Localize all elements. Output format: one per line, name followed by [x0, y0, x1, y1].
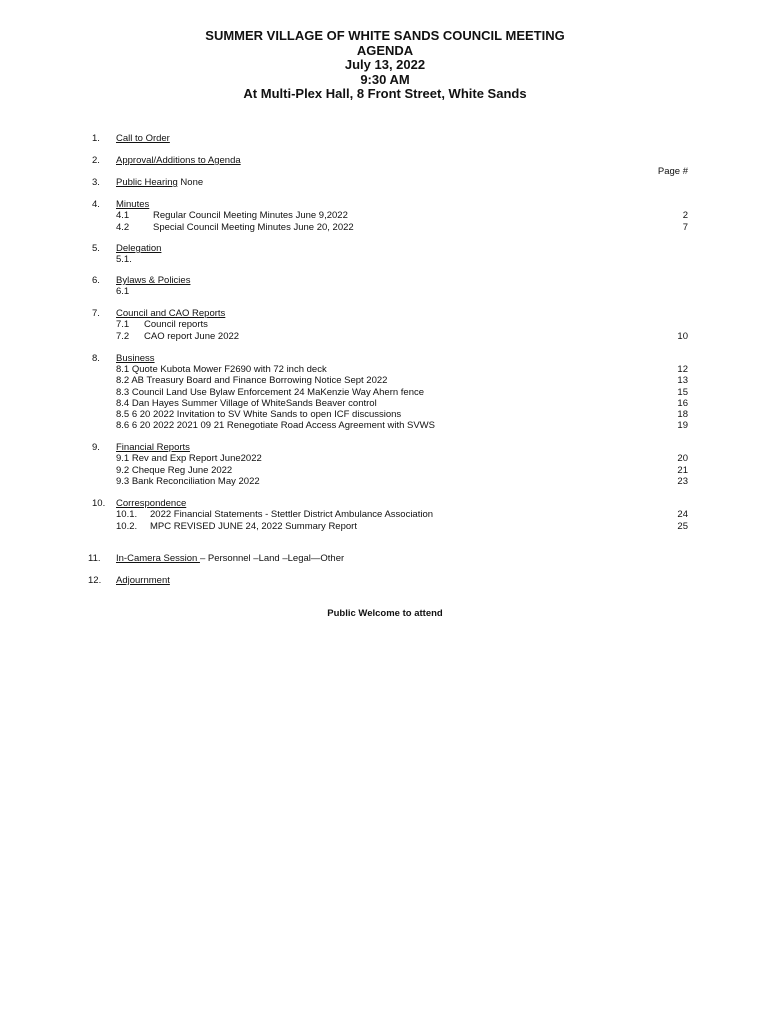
page-number: 16	[677, 398, 688, 409]
item-number: 3.	[92, 177, 100, 188]
subitem-number: 10.2.	[116, 521, 138, 532]
page-number: 15	[677, 386, 688, 398]
page-number: 12	[677, 364, 688, 375]
item-title: In-Camera Session	[116, 553, 200, 564]
item-council-cao-reports: Council and CAO Reports	[116, 308, 226, 319]
item-number: 7.	[92, 308, 100, 319]
meeting-location: At Multi-Plex Hall, 8 Front Street, White Sands	[243, 86, 527, 101]
subitem-text: 8.5 6 20 2022 Invitation to SV White Sands to open ICF discussions	[116, 409, 402, 420]
page-number: 21	[677, 464, 688, 476]
item-minutes: Minutes	[116, 199, 150, 210]
footer-note: Public Welcome to attend	[327, 608, 443, 619]
item-number: 8.	[92, 353, 100, 364]
item-public-hearing	[116, 177, 203, 188]
item-bylaws-policies: Bylaws & Policies	[116, 275, 191, 286]
item-approval-agenda: Approval/Additions to Agenda	[116, 155, 241, 166]
subitem-text: Council reports	[144, 319, 208, 330]
page-number: 2	[682, 210, 688, 221]
subitem-number: 7.1	[116, 319, 130, 330]
subitem-text: MPC REVISED JUNE 24, 2022 Summary Report	[150, 521, 357, 532]
subitem-text: 9.3 Bank Reconciliation May 2022	[116, 476, 260, 487]
item-call-to-order: Call to Order	[116, 133, 170, 144]
page-number: 20	[677, 453, 688, 464]
subitem-text: 8.2 AB Treasury Board and Finance Borrowing Notice Sept 2022	[116, 375, 388, 386]
item-title: Public Hearing	[116, 177, 178, 188]
subitem-text: 8.6 6 20 2022 2021 09 21 Renegotiate Road Access Agreement with SVWS	[116, 420, 435, 431]
page-number: 13	[677, 375, 688, 386]
item-number: 11.	[88, 553, 101, 564]
meeting-date: July 13, 2022	[344, 57, 426, 72]
subitem-text: 9.2 Cheque Reg June 2022	[116, 464, 233, 476]
page-number: 18	[677, 409, 688, 420]
agenda-heading: AGENDA	[356, 42, 414, 58]
subitem-text: Special Council Meeting Minutes June 20, 2022	[153, 222, 354, 233]
subitem-text: 9.1 Rev and Exp Report June2022	[116, 453, 262, 464]
item-number: 5.	[92, 243, 100, 254]
page-number: 24	[677, 509, 688, 520]
subitem-text: 8.1 Quote Kubota Mower F2690 with 72 inch deck	[116, 364, 327, 375]
item-business: Business	[116, 353, 155, 364]
item-financial-reports: Financial Reports	[116, 442, 190, 453]
item-correspondence: Correspondence	[116, 498, 187, 509]
item-delegation: Delegation	[116, 243, 162, 254]
page-number: 25	[677, 521, 688, 532]
subitem-number: 4.2	[116, 222, 130, 233]
meeting-time: 9:30 AM	[360, 71, 410, 87]
subitem-number: 10.1.	[116, 509, 138, 520]
item-number: 4.	[92, 199, 100, 210]
subitem-text: 8.4 Dan Hayes Summer Village of WhiteSands Beaver control	[116, 398, 377, 409]
subitem-text: 8.3 Council Land Use Bylaw Enforcement 24 MaKenzie Way Ahern fence	[116, 386, 425, 398]
subitem-text: 5.1.	[116, 254, 132, 265]
page-number: 7	[682, 222, 688, 233]
subitem-text: Regular Council Meeting Minutes June 9,2022	[153, 210, 348, 221]
page-number: 10	[677, 331, 688, 342]
item-suffix: – Personnel –Land –Legal—Other	[199, 553, 345, 564]
subitem-text: 2022 Financial Statements - Stettler District Ambulance Association	[150, 509, 434, 520]
item-number: 2.	[92, 155, 100, 166]
item-suffix: None	[177, 177, 204, 188]
item-number: 9.	[92, 442, 100, 453]
item-number: 10.	[92, 498, 106, 509]
item-number: 12.	[88, 575, 102, 586]
meeting-title: SUMMER VILLAGE OF WHITE SANDS COUNCIL MEETING	[205, 28, 565, 43]
page-number-header: Page #	[657, 166, 688, 177]
subitem-text: CAO report June 2022	[144, 331, 240, 342]
subitem-number: 4.1	[116, 210, 130, 221]
page-number: 19	[677, 420, 688, 431]
subitem-number: 7.2	[116, 331, 130, 342]
subitem-text: 6.1	[116, 286, 130, 297]
item-number: 6.	[92, 275, 100, 286]
item-number: 1.	[92, 133, 100, 144]
item-in-camera-session	[116, 553, 344, 564]
item-adjournment: Adjournment	[116, 575, 170, 586]
page-number: 23	[677, 476, 688, 487]
